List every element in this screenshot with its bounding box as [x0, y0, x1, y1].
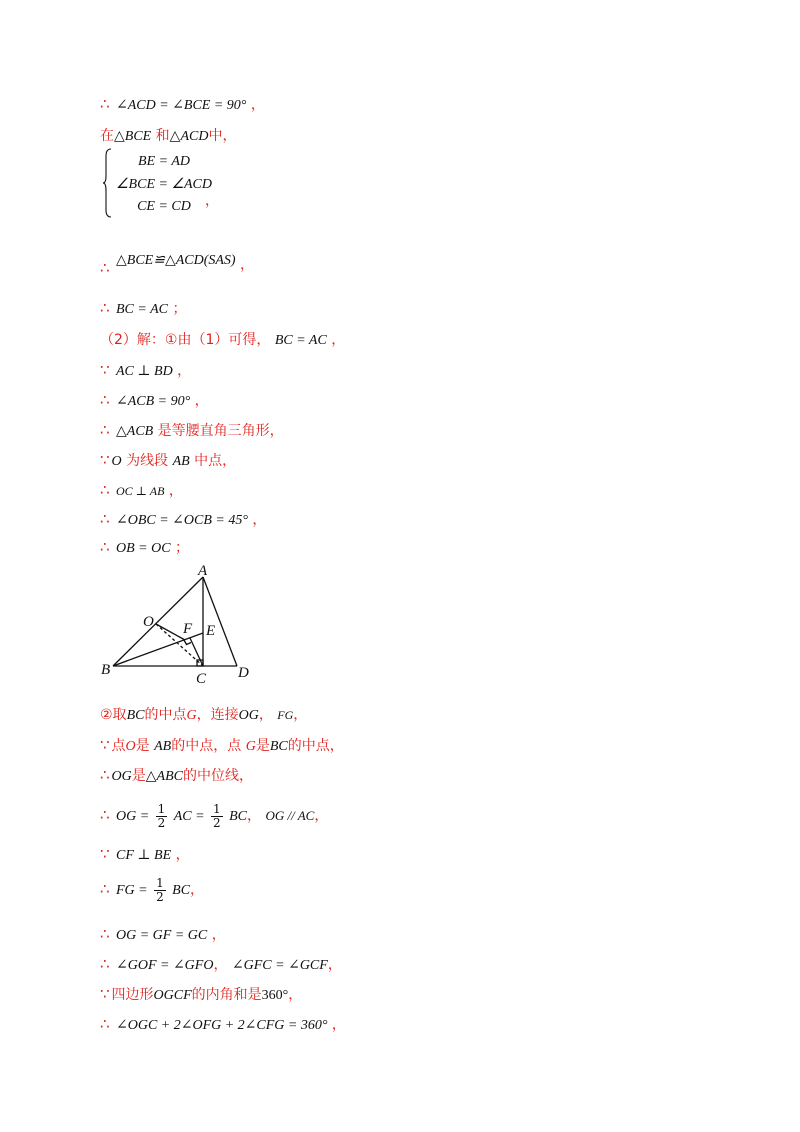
punct: ，	[211, 927, 226, 943]
equation-row: ∠BCE = ∠ACD	[116, 177, 212, 192]
line-19	[100, 925, 226, 945]
equation-system	[102, 148, 242, 220]
therefore-symbol: ∴	[100, 391, 110, 409]
text: 的中点，点	[171, 738, 242, 754]
math-expr: G	[245, 739, 256, 754]
therefore-symbol: ∴	[100, 538, 110, 556]
math-expr: OG	[111, 769, 132, 784]
line-2	[100, 127, 236, 146]
line-21	[100, 985, 302, 1005]
because-symbol: ∵	[100, 736, 110, 754]
math-expr: OG // AC	[265, 808, 315, 823]
line-13	[100, 706, 307, 725]
line-8	[100, 421, 284, 441]
line-4	[100, 299, 186, 319]
math-expr: FG =	[116, 883, 148, 898]
math-expr: OG	[238, 708, 259, 723]
math-expr: BC	[126, 708, 145, 723]
text: 是	[131, 768, 146, 784]
segment-OC-dashed	[156, 624, 203, 666]
fraction-numerator: 1	[157, 801, 166, 816]
fraction-denominator: 2	[213, 815, 221, 830]
text: 是等腰直角三角形，	[157, 423, 284, 439]
line-12	[100, 538, 189, 558]
text: ，连接	[196, 707, 239, 723]
line-3	[100, 250, 255, 277]
text: ，	[258, 707, 273, 723]
fraction-numerator: 1	[156, 875, 164, 890]
text: 四边形	[111, 987, 154, 1003]
math-expr: CF ⊥ BE	[116, 848, 172, 863]
therefore-symbol: ∴	[100, 880, 110, 898]
fraction-half	[156, 803, 168, 830]
math-expr: △ACB	[116, 424, 154, 439]
therefore-symbol: ∴	[100, 421, 110, 439]
math-expr: ∠ACB = 90°	[116, 394, 191, 409]
text: 和	[155, 128, 170, 144]
line-20	[100, 955, 342, 975]
therefore-symbol: ∴	[100, 510, 110, 528]
line-16	[100, 800, 328, 832]
text: 是	[255, 738, 270, 754]
line-1	[100, 95, 265, 115]
math-expr: ∠GOF = ∠GFO	[116, 958, 214, 973]
because-symbol: ∵	[100, 985, 110, 1003]
segment-BE	[113, 633, 203, 666]
text: （2）解：①由（1）可得，	[100, 332, 271, 348]
therefore-symbol: ∴	[100, 806, 110, 824]
math-expr: O	[125, 739, 136, 754]
equation-row: CE = CD	[137, 199, 191, 214]
punct: ，	[331, 1017, 346, 1033]
math-expr: BC	[269, 739, 288, 754]
punct: ；	[172, 301, 187, 317]
math-expr: BC = AC	[116, 302, 168, 317]
punct: ，	[240, 257, 255, 273]
punct: ，	[327, 957, 342, 973]
math-expr: OGCF	[153, 988, 192, 1003]
text: 在	[100, 128, 114, 144]
math-expr: AC =	[173, 809, 205, 824]
fraction-half	[154, 877, 166, 904]
segment-AD	[203, 577, 237, 666]
math-expr: OC ⊥ AB	[116, 484, 165, 498]
math-expr: △BCE≌△ACD(SAS)	[116, 253, 236, 268]
punct: ，	[247, 808, 261, 824]
geometry-figure	[95, 560, 265, 690]
label-A: A	[198, 563, 208, 579]
punct: ，	[175, 847, 190, 863]
punct: ，	[250, 97, 265, 113]
math-expr: AB	[172, 454, 190, 469]
math-expr: OG =	[116, 809, 150, 824]
right-angle-mark-F	[184, 640, 191, 645]
text: ②取	[100, 707, 127, 723]
label-D: D	[238, 665, 249, 681]
punct: ，	[194, 393, 209, 409]
line-10	[100, 481, 183, 500]
math-expr: OB = OC	[116, 541, 171, 556]
text: 的中位线，	[183, 768, 253, 784]
fraction-denominator: 2	[156, 889, 164, 904]
punct: ，	[252, 512, 267, 528]
therefore-symbol: ∴	[100, 259, 110, 277]
punct: ，	[213, 957, 228, 973]
text: ，	[293, 707, 308, 723]
line-6	[100, 361, 191, 381]
line-22	[100, 1015, 346, 1035]
punct: ，	[177, 363, 192, 379]
math-expr: ∠OBC = ∠OCB = 45°	[116, 513, 248, 528]
math-expr: AB	[154, 739, 172, 754]
segment-OF	[156, 624, 185, 640]
math-expr: ∠ACD = ∠BCE = 90°	[116, 98, 247, 113]
therefore-symbol: ∴	[100, 1015, 110, 1033]
line-7	[100, 391, 209, 411]
label-E: E	[206, 623, 216, 639]
label-O: O	[143, 614, 154, 630]
line-14	[100, 736, 344, 756]
punct: ；	[175, 540, 190, 556]
punct: ，	[331, 332, 346, 348]
line-5	[100, 331, 345, 350]
math-expr: OG = GF = GC	[116, 928, 208, 943]
math-expr: O	[111, 454, 122, 469]
punct: ，	[168, 483, 183, 499]
equation-row: BE = AD	[138, 154, 190, 169]
punct: ，	[314, 808, 329, 824]
fraction-half	[211, 803, 223, 830]
math-expr: 360°	[261, 988, 289, 1003]
text: 为线段	[126, 453, 169, 469]
because-symbol: ∵	[100, 361, 110, 379]
because-symbol: ∵	[100, 845, 110, 863]
text: 中，	[208, 128, 237, 144]
line-15	[100, 766, 253, 786]
math-expr: △ABC	[145, 769, 183, 784]
text: 点	[111, 738, 126, 754]
fraction-numerator: 1	[213, 801, 221, 816]
text: ，	[288, 987, 303, 1003]
math-expr: AC ⊥ BD	[116, 364, 173, 379]
therefore-symbol: ∴	[100, 766, 110, 784]
fraction-denominator: 2	[157, 815, 166, 830]
text: 的中点，	[287, 738, 344, 754]
text: 的内角和是	[191, 987, 262, 1003]
text: 的中点	[144, 707, 187, 723]
text: 中点，	[194, 453, 237, 469]
text: 是	[135, 738, 150, 754]
left-brace-icon	[102, 148, 112, 218]
math-expr: FG	[277, 708, 294, 722]
math-expr: ∠OGC + 2∠OFG + 2∠CFG = 360°	[116, 1018, 328, 1033]
math-expr: △ACD	[169, 129, 209, 144]
therefore-symbol: ∴	[100, 481, 110, 499]
therefore-symbol: ∴	[100, 955, 110, 973]
therefore-symbol: ∴	[100, 299, 110, 317]
punct: ，	[205, 193, 219, 209]
line-9	[100, 451, 236, 471]
label-C: C	[196, 671, 207, 687]
label-B: B	[101, 662, 111, 678]
line-18	[100, 874, 204, 906]
because-symbol: ∵	[100, 451, 110, 469]
line-11	[100, 510, 266, 530]
label-F: F	[183, 621, 193, 637]
therefore-symbol: ∴	[100, 925, 110, 943]
math-expr: G	[186, 708, 197, 723]
math-expr: BC = AC	[274, 333, 327, 348]
line-17	[100, 845, 190, 865]
math-expr: △BCE	[114, 129, 152, 144]
math-expr: ∠GFC = ∠GCF	[231, 958, 328, 973]
math-expr: BC	[172, 883, 191, 898]
math-expr: BC	[229, 809, 247, 824]
therefore-symbol: ∴	[100, 95, 110, 113]
punct: ，	[190, 882, 205, 898]
